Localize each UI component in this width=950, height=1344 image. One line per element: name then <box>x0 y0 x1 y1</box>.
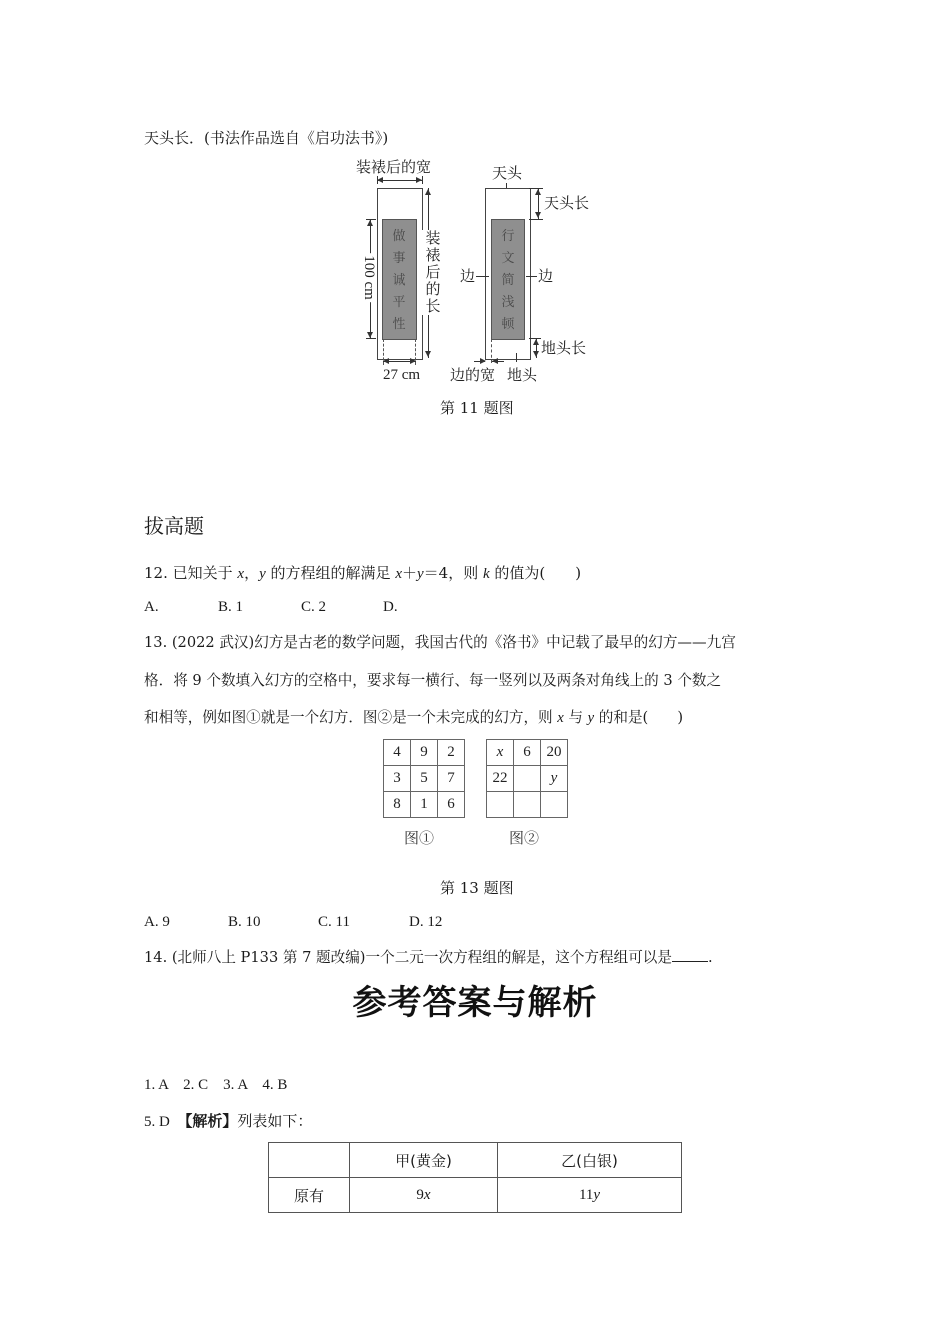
callig-char: 简 <box>501 273 515 288</box>
q12-text: ， <box>244 564 260 582</box>
grid-cell <box>541 792 568 818</box>
q13-option-d: D. 12 <box>409 914 443 930</box>
q12-text: 的方程组的解满足 <box>265 564 396 582</box>
grid-cell: 3 <box>384 766 411 792</box>
tick <box>377 176 378 184</box>
left-calligraphy-panel <box>382 219 417 340</box>
var-y: y <box>593 1186 601 1203</box>
callig-char: 做 <box>392 229 406 244</box>
var-x: x <box>395 566 402 582</box>
answer-5 <box>144 1111 312 1132</box>
grid-1-label: 图① <box>404 829 435 847</box>
var-y: y <box>587 710 595 726</box>
table-cell <box>498 1178 682 1213</box>
table-header-cell <box>269 1143 350 1178</box>
q13-option-b: B. 10 <box>228 914 261 930</box>
table-header-cell: 甲(黄金) <box>350 1143 498 1178</box>
callig-char: 文 <box>501 251 515 266</box>
q12-text: 的值为( ) <box>489 564 582 582</box>
arrow-down-icon <box>425 351 431 357</box>
continued-text: 天头长．(书法作品选自《启功法书》) <box>144 129 389 147</box>
grid-cell: 22 <box>487 766 514 792</box>
figure-11-caption: 第 11 题图 <box>440 399 514 417</box>
analysis-tag: 【解析】 <box>184 1112 238 1130</box>
var-y: y <box>259 566 266 582</box>
figure-13-caption: 第 13 题图 <box>440 879 514 897</box>
grid-cell: 4 <box>384 740 411 766</box>
callig-char: 顿 <box>501 317 515 332</box>
grid-cell <box>514 792 541 818</box>
cell-number: 9 <box>416 1186 424 1203</box>
callig-char: 行 <box>501 229 515 244</box>
tick <box>516 353 517 362</box>
leader-line <box>492 361 504 362</box>
q12-option-b: B. 1 <box>218 599 244 615</box>
label-char: 裱 <box>425 246 441 264</box>
question-14 <box>144 947 713 968</box>
q12-text: 12. 已知关于 <box>144 564 238 582</box>
var-x: x <box>557 710 564 726</box>
q13-option-a: A. 9 <box>144 914 170 930</box>
arrow-down-icon <box>533 351 539 357</box>
grid-cell: 1 <box>411 792 438 818</box>
ditou-label: 地头 <box>507 366 538 384</box>
q12-option-c: C. 2 <box>301 599 327 615</box>
q13-line-2: 格．将 9 个数填入幻方的空格中，要求每一横行、每一竖列以及两条对角线上的 3 个数之 <box>144 672 722 689</box>
arrow-up-icon <box>535 189 541 195</box>
q13-option-c: C. 11 <box>318 914 350 930</box>
arrow-left-icon <box>383 358 389 364</box>
table-row <box>269 1178 682 1213</box>
label-char: 的 <box>425 280 441 298</box>
grid-cell: 9 <box>411 740 438 766</box>
magic-square-1 <box>383 739 465 818</box>
callig-char: 平 <box>392 295 406 310</box>
arrow-up-icon <box>533 339 539 345</box>
tiantou-length-label: 天头长 <box>544 194 590 212</box>
q12-text: ＋ <box>401 564 417 582</box>
q12-option-a: A. <box>144 599 159 615</box>
mounted-length-label <box>422 230 444 315</box>
grid-cell: 6 <box>438 792 465 818</box>
q13-line-3 <box>144 708 683 728</box>
callig-char: 事 <box>392 251 406 266</box>
cell-number: 11 <box>578 1186 594 1203</box>
answer-5-table <box>268 1142 682 1213</box>
tiantou-label: 天头 <box>492 164 523 182</box>
grid-cell <box>514 766 541 792</box>
q14-text: 14. (北师八上 P133 第 7 题改编)一个二元一次方程组的解是，这个方程组可以是 <box>144 949 672 966</box>
answers-line-1: 1. A 2. C 3. A 4. B <box>144 1077 288 1093</box>
ditou-length-label: 地头长 <box>541 339 587 357</box>
q13-text: 与 <box>563 709 588 726</box>
q14-text: . <box>707 949 713 966</box>
label-char: 后 <box>425 263 441 281</box>
q12-text: ＝4，则 <box>423 564 483 582</box>
label-char: 装 <box>425 229 441 247</box>
answer-blank <box>672 947 708 962</box>
leader-line <box>526 276 537 277</box>
tick <box>529 219 543 220</box>
tick <box>422 176 423 184</box>
var-k: k <box>482 566 490 582</box>
question-12 <box>144 563 581 584</box>
var-x: x <box>423 1186 431 1203</box>
arrow-down-icon <box>535 212 541 218</box>
grid-cell: y <box>541 766 568 792</box>
label-char: 长 <box>425 297 441 315</box>
arrow-right-icon <box>480 358 486 364</box>
edge-width-label: 边的宽 <box>450 366 496 384</box>
right-calligraphy-panel <box>491 219 525 340</box>
q13-text: 和相等，例如图①就是一个幻方．图②是一个未完成的幻方，则 <box>144 709 558 726</box>
q13-line-1: 13. (2022 武汉)幻方是古老的数学问题，我国古代的《洛书》中记载了最早的幻方——九宫 <box>144 634 736 651</box>
panel-width-label: 27 cm <box>383 367 421 383</box>
calligraphy-text-left <box>391 226 407 336</box>
panel-height-label: 100 cm <box>360 255 377 300</box>
callig-char: 浅 <box>501 295 515 310</box>
table-cell <box>350 1178 498 1213</box>
table-header-cell: 乙(白银) <box>498 1143 682 1178</box>
section-title: 拔高题 <box>144 514 204 538</box>
callig-char: 性 <box>392 317 406 332</box>
q13-text: 的和是( ) <box>594 709 684 726</box>
tick <box>366 338 376 339</box>
answer-5-label: 5. D <box>144 1114 185 1130</box>
grid-cell: 5 <box>411 766 438 792</box>
mounted-width-label: 装裱后的宽 <box>356 158 432 176</box>
grid-cell: 8 <box>384 792 411 818</box>
answer-5-text: 列表如下： <box>237 1112 313 1130</box>
answers-title: 参考答案与解析 <box>352 983 598 1023</box>
arrow-right-icon <box>410 358 416 364</box>
table-cell: 原有 <box>269 1178 350 1213</box>
q12-option-d: D. <box>383 599 398 615</box>
calligraphy-text-right <box>500 226 516 336</box>
edge-left-label: 边 <box>460 267 476 285</box>
var-x: x <box>237 566 245 582</box>
grid-cell: 20 <box>541 740 568 766</box>
grid-cell: 6 <box>514 740 541 766</box>
arrow-up-icon <box>425 189 431 195</box>
var-y: y <box>417 566 424 582</box>
table-header-row <box>269 1143 682 1178</box>
arrow-down-icon <box>367 332 373 338</box>
leader-line <box>476 276 489 277</box>
grid-cell <box>487 792 514 818</box>
edge-right-label: 边 <box>538 267 554 285</box>
grid-cell: 7 <box>438 766 465 792</box>
grid-cell: 2 <box>438 740 465 766</box>
magic-square-2 <box>486 739 568 818</box>
arrow-up-icon <box>367 220 373 226</box>
grid-2-label: 图② <box>509 829 540 847</box>
grid-cell: x <box>487 740 514 766</box>
callig-char: 诚 <box>392 273 406 288</box>
figure-11-scroll-diagram <box>340 150 630 390</box>
